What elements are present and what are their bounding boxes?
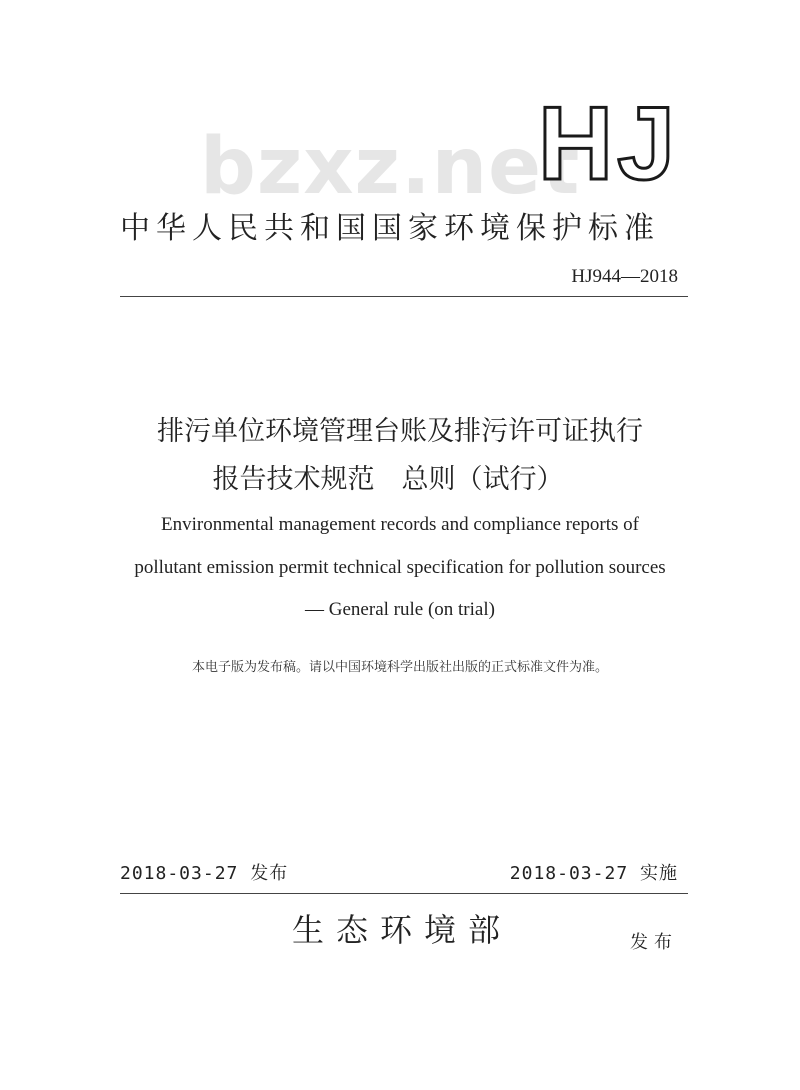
title-en-line2: pollutant emission permit technical specification for pollution sources bbox=[134, 557, 666, 578]
standard-number: HJ944—2018 bbox=[571, 266, 678, 287]
title-en-line3: — General rule (on trial) bbox=[305, 599, 495, 620]
watermark: bzxz.net bbox=[200, 122, 581, 212]
publish-label: 发布 bbox=[630, 932, 678, 953]
implementation-date: 2018-03-27 实施 bbox=[509, 863, 678, 884]
top-divider bbox=[120, 296, 688, 297]
title-cn-line2: 报告技术规范 总则（试行） bbox=[212, 464, 564, 495]
edition-note: 本电子版为发布稿。请以中国环境科学出版社出版的正式标准文件为准。 bbox=[191, 660, 608, 675]
hj-logo: HJ bbox=[538, 86, 679, 202]
title-en-line1: Environmental management records and compliance reports of bbox=[161, 514, 639, 535]
bottom-divider bbox=[120, 893, 688, 894]
issue-date: 2018-03-27 发布 bbox=[120, 863, 289, 884]
issuing-authority: 中华人民共和国国家环境保护标准 bbox=[120, 211, 660, 246]
publisher: 生态环境部 bbox=[292, 911, 513, 949]
title-cn-line1: 排污单位环境管理台账及排污许可证执行 bbox=[157, 416, 643, 447]
